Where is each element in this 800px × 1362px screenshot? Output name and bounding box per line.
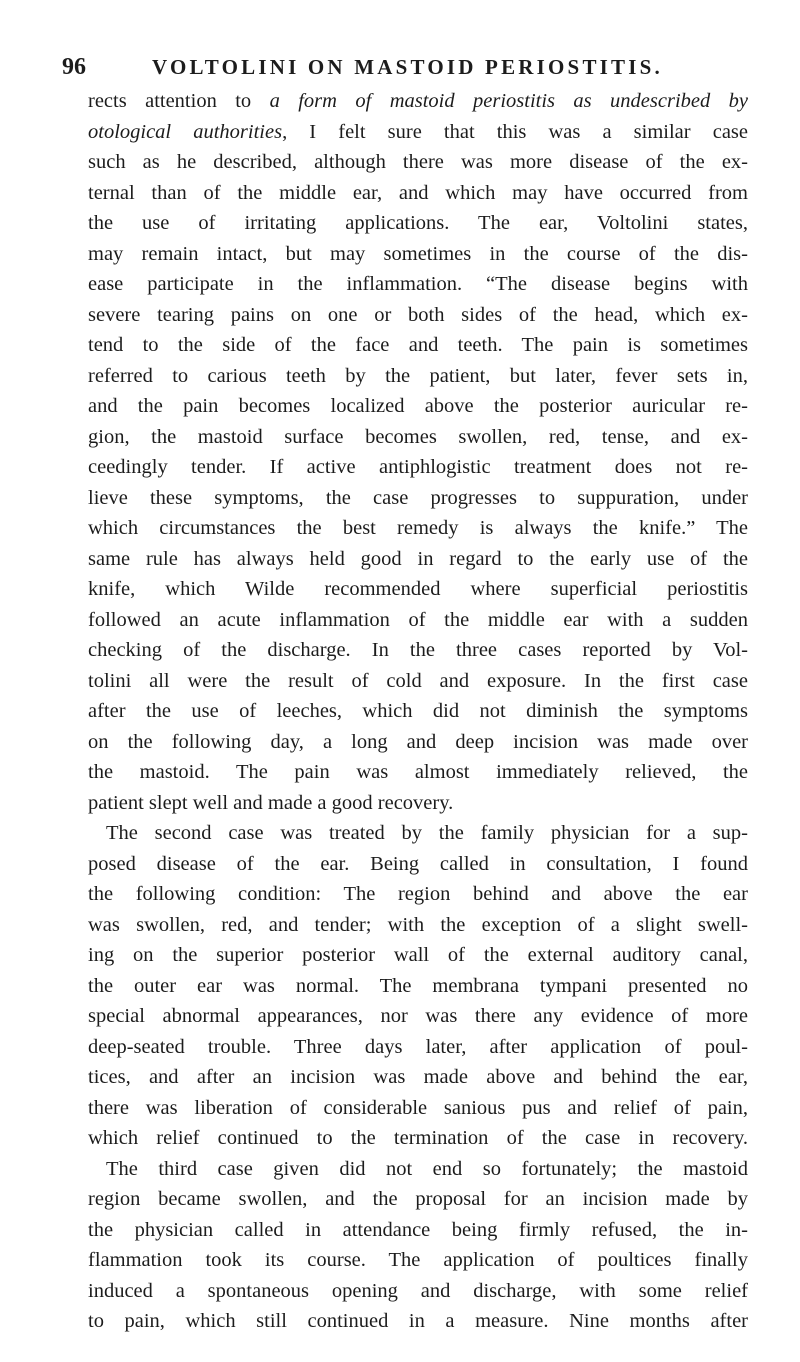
text-segment: the physician called in attendance being firmly refused, the in- <box>88 1218 748 1241</box>
text-segment: gion, the mastoid surface becomes swollen, red, tense, and ex- <box>88 425 748 448</box>
italic-text-segment: a form of mastoid periostitis as undescribed by <box>269 90 748 112</box>
text-segment: the use of irritating applications. The ear, Voltolini states, <box>88 212 748 234</box>
text-line <box>88 635 748 666</box>
page-header <box>62 52 747 82</box>
page-number: 96 <box>62 54 86 80</box>
text-segment: severe tearing pains on one or both sides of the head, which ex- <box>88 303 748 326</box>
text-line <box>88 940 748 971</box>
text-line <box>88 1032 748 1063</box>
text-segment: the mastoid. The pain was almost immediately relieved, the <box>88 761 748 783</box>
text-line <box>88 879 748 910</box>
text-line <box>88 452 748 483</box>
text-segment: deep-seated trouble. Three days later, after application of poul- <box>88 1035 748 1058</box>
text-segment: was swollen, red, and tender; with the exception of a slight swell- <box>88 913 748 936</box>
text-segment: The third case given did not end so fortunately; the mastoid <box>106 1157 748 1180</box>
text-line <box>88 971 748 1002</box>
text-segment: patient slept well and made a good recovery. <box>88 791 454 814</box>
text-line <box>88 666 748 697</box>
text-segment: which relief continued to the termination of the case in recovery. <box>88 1127 748 1149</box>
text-segment: which circumstances the best remedy is always the knife.” The <box>88 517 748 539</box>
text-segment: region became swollen, and the proposal for an incision made by <box>88 1188 748 1210</box>
text-segment: ease participate in the inflammation. “The disease begins with <box>88 273 748 295</box>
text-segment: induced a spontaneous opening and discharge, with some relief <box>88 1279 748 1302</box>
text-segment: ceedingly tender. If active antiphlogistic treatment does not re- <box>88 456 748 478</box>
text-segment: tend to the side of the face and teeth. The pain is sometimes <box>88 334 748 356</box>
text-line <box>88 910 748 941</box>
text-line <box>88 269 748 300</box>
text-line <box>88 696 748 727</box>
text-line <box>88 757 748 788</box>
text-line <box>88 544 748 575</box>
text-line <box>88 239 748 270</box>
text-segment: there was liberation of considerable sanious pus and relief of pain, <box>88 1096 748 1119</box>
text-segment: on the following day, a long and deep incision was made over <box>88 730 748 753</box>
text-line <box>88 330 748 361</box>
italic-text-segment: otological authorities <box>88 120 283 143</box>
text-line <box>88 849 748 880</box>
text-line <box>88 1306 748 1337</box>
text-segment: flammation took its course. The application of poultices finally <box>88 1249 748 1271</box>
text-line <box>88 1276 748 1307</box>
text-segment: followed an acute inflammation of the middle ear with a sudden <box>88 608 748 631</box>
text-line <box>88 788 748 819</box>
text-segment: The second case was treated by the family physician for a sup- <box>106 822 748 844</box>
text-line <box>88 513 748 544</box>
text-segment: , I felt sure that this was a similar case <box>282 120 748 143</box>
text-segment: tices, and after an incision was made above and behind the ear, <box>88 1066 748 1088</box>
text-line <box>88 1245 748 1276</box>
text-line <box>88 86 748 117</box>
text-segment: such as he described, although there was more disease of the ex- <box>88 151 748 173</box>
text-line <box>88 178 748 209</box>
text-segment: knife, which Wilde recommended where superficial periostitis <box>88 578 748 600</box>
text-segment: may remain intact, but may sometimes in the course of the dis- <box>88 242 748 265</box>
text-line <box>88 1184 748 1215</box>
text-segment: posed disease of the ear. Being called in consultation, I found <box>88 852 748 875</box>
text-segment: and the pain becomes localized above the posterior auricular re- <box>88 395 748 417</box>
text-line <box>88 1062 748 1093</box>
text-line <box>88 1001 748 1032</box>
text-segment: special abnormal appearances, nor was there any evidence of more <box>88 1005 748 1027</box>
text-segment: the following condition: The region behind and above the ear <box>88 883 748 905</box>
body-text <box>88 86 748 1337</box>
text-segment: to pain, which still continued in a measure. Nine months after <box>88 1310 748 1332</box>
text-line <box>88 422 748 453</box>
text-line <box>88 1123 748 1154</box>
text-segment: same rule has always held good in regard to the early use of the <box>88 547 748 570</box>
text-line <box>88 300 748 331</box>
text-segment: checking of the discharge. In the three cases reported by Vol- <box>88 639 748 661</box>
text-line <box>88 208 748 239</box>
text-line <box>88 1215 748 1246</box>
text-segment: ing on the superior posterior wall of the external auditory canal, <box>88 944 748 966</box>
text-segment: the outer ear was normal. The membrana tympani presented no <box>88 974 748 997</box>
text-segment: lieve these symptoms, the case progresses to suppuration, under <box>88 486 748 509</box>
text-line <box>88 1093 748 1124</box>
running-head: VOLTOLINI ON MASTOID PERIOSTITIS. <box>152 55 663 79</box>
text-line <box>88 391 748 422</box>
text-line <box>88 818 748 849</box>
text-segment: referred to carious teeth by the patient, but later, fever sets in, <box>88 364 748 387</box>
text-line <box>88 1154 748 1185</box>
text-line <box>88 574 748 605</box>
text-segment: tolini all were the result of cold and exposure. In the first case <box>88 669 748 692</box>
text-segment: after the use of leeches, which did not diminish the symptoms <box>88 700 748 722</box>
text-line <box>88 727 748 758</box>
text-line <box>88 605 748 636</box>
text-line <box>88 117 748 148</box>
text-segment: ternal than of the middle ear, and which may have occurred from <box>88 181 748 204</box>
text-line <box>88 483 748 514</box>
text-segment: rects attention to <box>88 90 270 112</box>
text-line <box>88 147 748 178</box>
text-line <box>88 361 748 392</box>
